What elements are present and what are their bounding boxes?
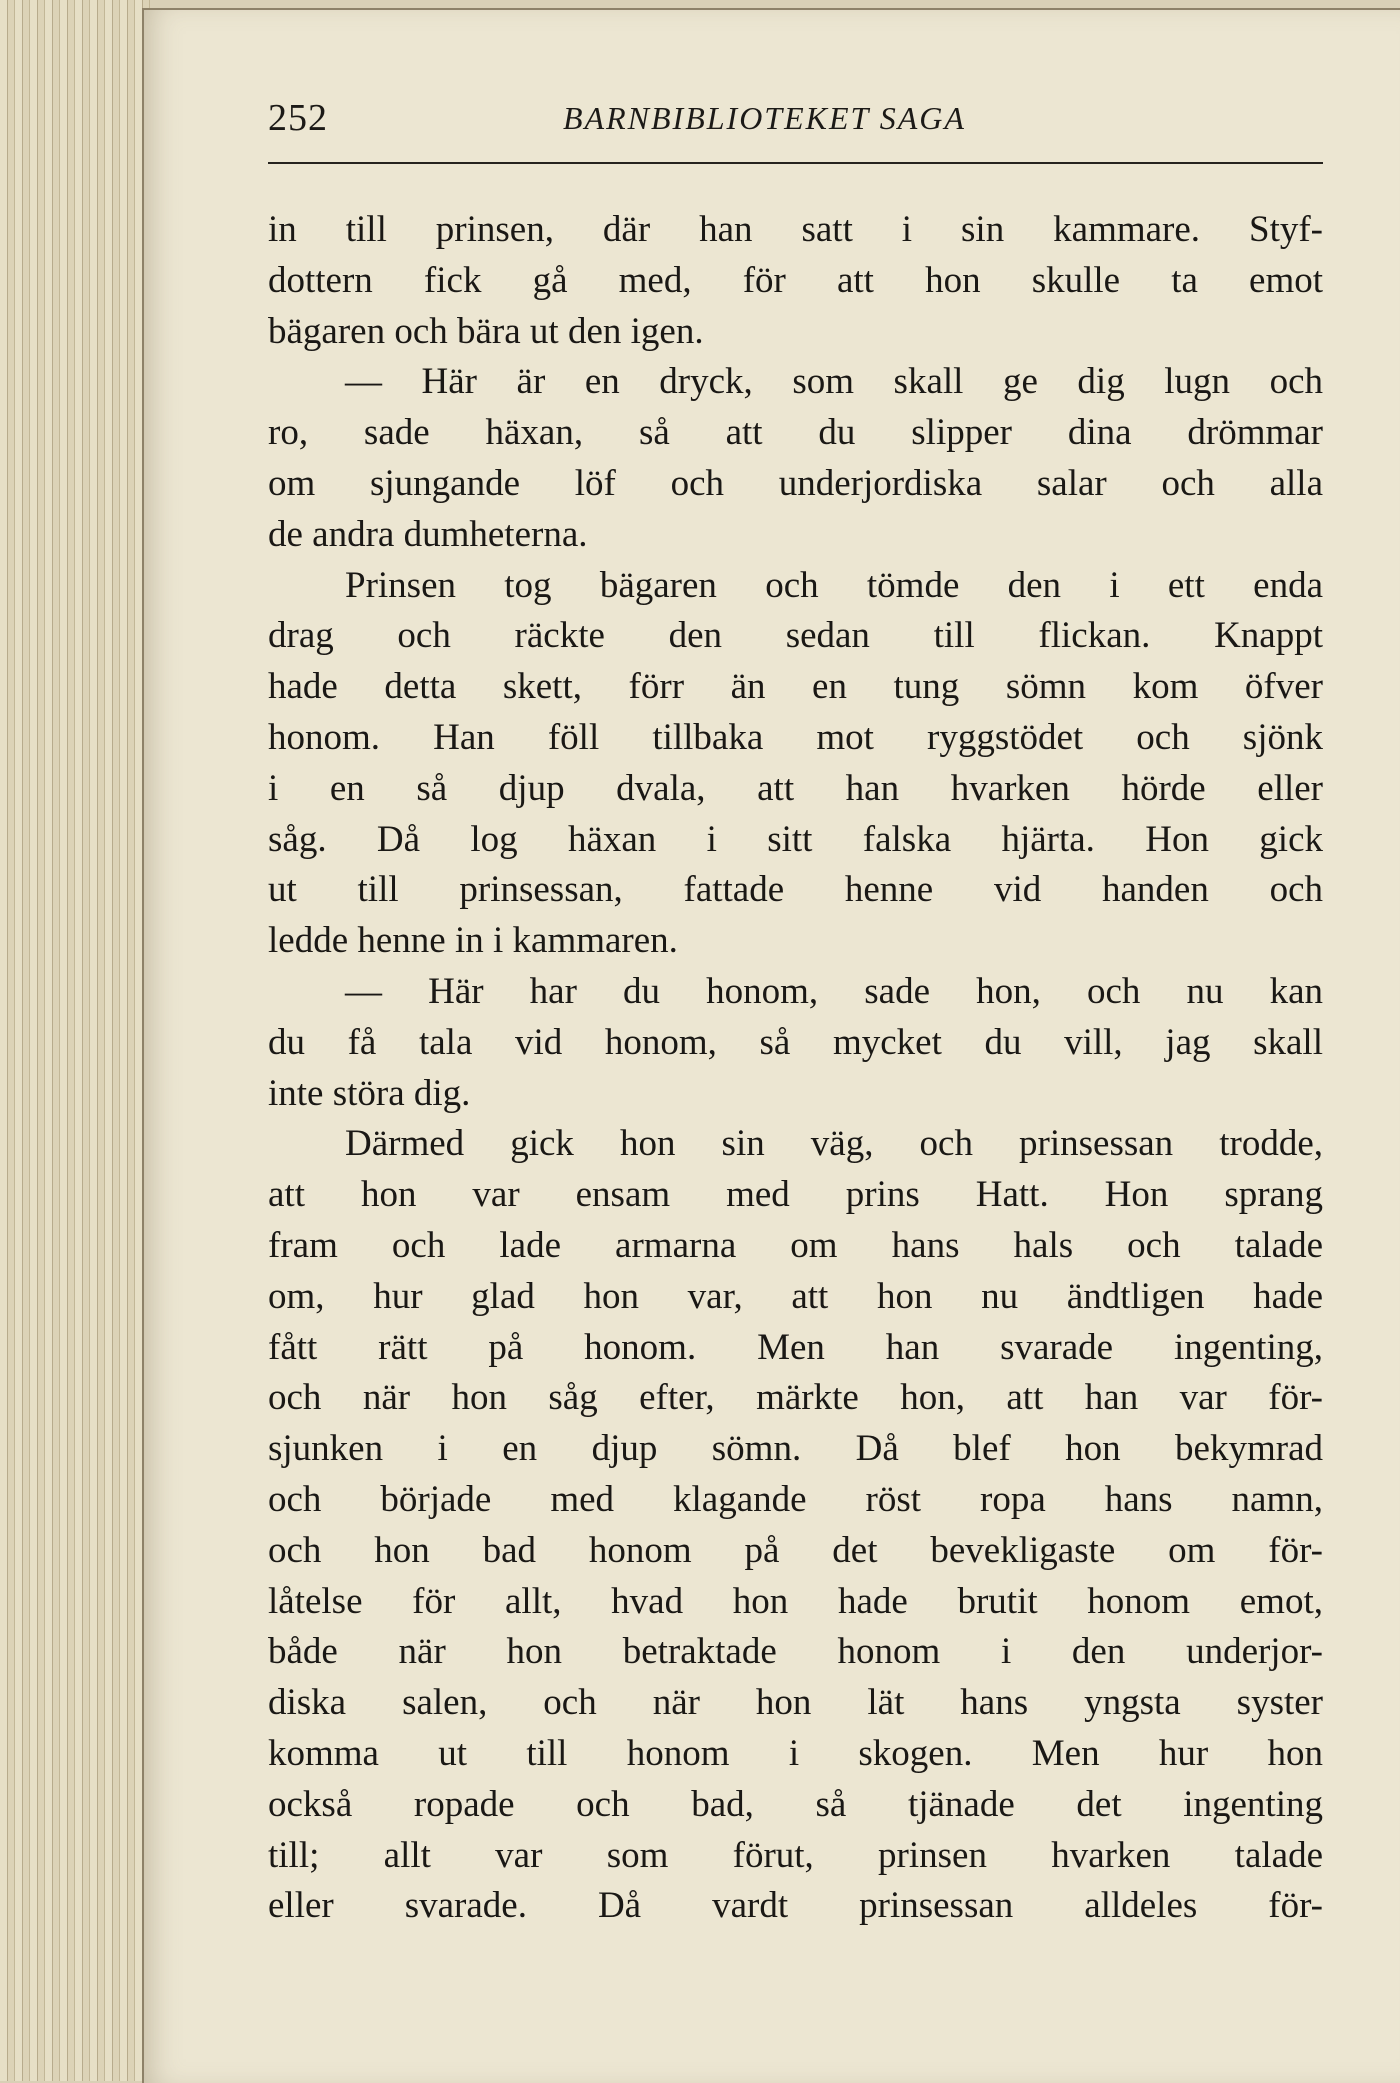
text-line: ledde henne in i kammaren. [268,920,678,962]
text-line: — Här har du honom, sade hon, och nu kan [345,970,1323,1012]
text-line: de andra dumheterna. [268,513,588,555]
text-line: honom. Han föll tillbaka mot ryggstödet och sjönk [268,716,1323,758]
text-line: både när hon betraktade honom i den underjor- [268,1631,1323,1673]
text-line: bägaren och bära ut den igen. [268,310,704,352]
text-line: såg. Då log häxan i sitt falska hjärta. Hon gick [268,818,1323,860]
text-line: Därmed gick hon sin väg, och prinsessan trodde, [345,1123,1323,1165]
text-line: och när hon såg efter, märkte hon, att han var för- [268,1377,1323,1419]
text-line: låtelse för allt, hvad hon hade brutit honom emot, [268,1580,1323,1622]
text-line: Prinsen tog bägaren och tömde den i ett enda [345,564,1323,606]
text-line: ro, sade häxan, så att du slipper dina drömmar [268,412,1323,454]
text-line: sjunken i en djup sömn. Då blef hon bekymrad [268,1428,1323,1470]
text-line: inte störa dig. [268,1072,471,1114]
book-page-edges [0,0,150,2081]
text-line: fram och lade armarna om hans hals och talade [268,1224,1323,1266]
text-line: eller svarade. Då vardt prinsessan alldeles för- [268,1885,1323,1927]
text-line: om, hur glad hon var, att hon nu ändtligen hade [268,1275,1323,1317]
text-line: fått rätt på honom. Men han svarade ingenting, [268,1326,1323,1368]
text-line: komma ut till honom i skogen. Men hur hon [268,1732,1323,1774]
running-title: BARNBIBLIOTEKET SAGA [563,100,966,136]
text-line: hade detta skett, förr än en tung sömn kom öfver [268,666,1323,708]
page-header [268,96,1323,146]
text-line: drag och räckte den sedan till flickan. Knappt [268,615,1323,657]
text-line: och hon bad honom på det bevekligaste om för- [268,1529,1323,1571]
text-line: diska salen, och när hon lät hans yngsta syster [268,1682,1323,1724]
text-line: också ropade och bad, så tjänade det ingenting [268,1783,1323,1825]
text-line: i en så djup dvala, att han hvarken hörde eller [268,767,1323,809]
header-rule [268,162,1323,164]
page-number: 252 [268,97,328,139]
text-line: in till prinsen, där han satt i sin kammare. Styf- [268,209,1323,250]
text-line: du få tala vid honom, så mycket du vill, jag skall [268,1021,1323,1063]
text-line: till; allt var som förut, prinsen hvarken talade [268,1834,1323,1876]
text-line: om sjungande löf och underjordiska salar och alla [268,462,1323,504]
text-line: dottern fick gå med, för att hon skulle ta emot [268,259,1323,301]
text-line: att hon var ensam med prins Hatt. Hon sprang [268,1174,1323,1216]
text-line: — Här är en dryck, som skall ge dig lugn och [345,361,1323,403]
body-text [268,205,1323,1932]
text-line: ut till prinsessan, fattade henne vid handen och [268,869,1323,911]
text-line: och började med klagande röst ropa hans namn, [268,1478,1323,1520]
